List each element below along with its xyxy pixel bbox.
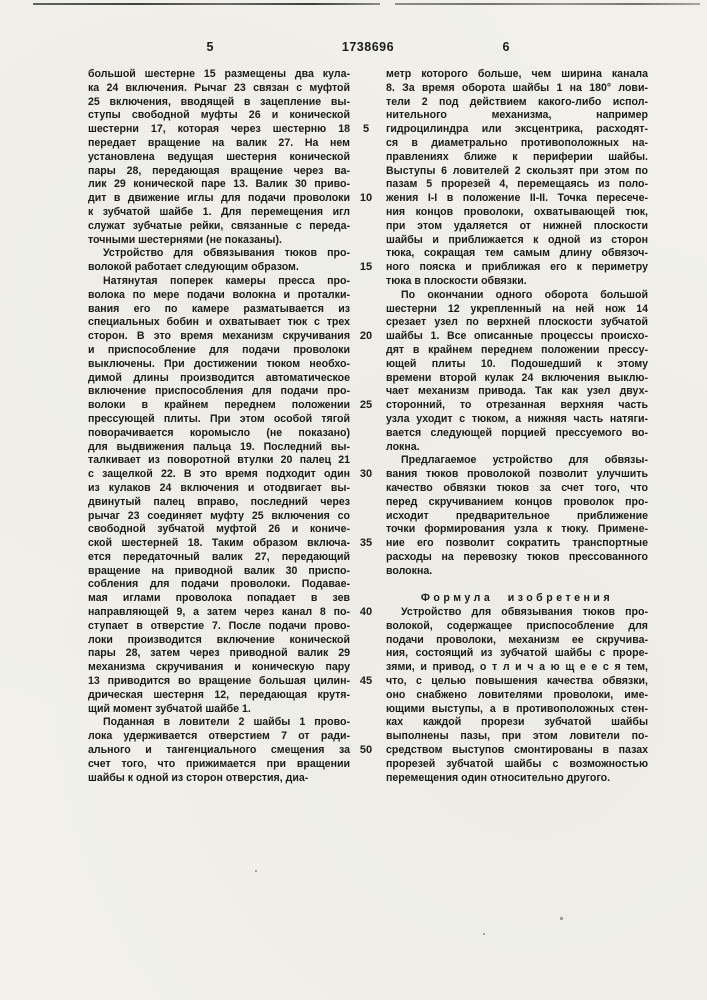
text-line: пары 28, затем через приводной валик 29 [88,647,350,660]
text-line: с защелкой 22. В это время подходит один [88,468,350,481]
text-line: подачи проволоки, механизм ее скручива- [386,633,648,646]
text-line: специальных бобин и охватывает тюк с трех [88,316,350,329]
text-line: ющими выступы, а в противоположных стен- [386,702,648,715]
text-line: выключены. При достижении тюком необхо- [88,357,350,370]
text-line: качество обвязки тюков за счет того, что [386,481,648,494]
text-line: ется передаточный валик 27, передающий [88,550,350,563]
page-header [0,40,707,56]
text-line: ступы свободной муфты 26 и конической [88,109,350,122]
gutter-line-number: 35 [359,537,373,550]
text-line: Поданная в ловители 2 шайбы 1 прово- [103,716,350,729]
text-line: большой шестерне 15 размещены два кула- [88,68,350,80]
text-line: щий момент зубчатой шайбе 1. [88,702,251,715]
text-line: направляющей 9, а затем через канал 8 по- [88,606,350,619]
text-line: вается следующей порцией прессуемого во- [386,426,648,439]
text-line: талкивает из поворотной втулки 20 палец 21 [88,454,350,467]
text-line: дрическая шестерня 12, передающая крутя- [88,688,350,701]
text-line: ния концов проволоки, охватывающей тюк, [386,205,648,218]
text-line: дят в крайнем переднем положении прессу- [386,343,648,356]
text-line: гидроцилиндра или эксцентрика, расходят- [386,123,648,136]
gutter-line-number: 5 [362,123,370,136]
text-line: Натянутая поперек камеры пресса про- [103,274,350,287]
page-number-left: 5 [206,40,214,54]
text-line: прессующей плиты. При этом особой тягой [88,412,350,425]
text-line: зями, и привод, о т л и ч а ю щ е е с я тем, [386,661,648,674]
text-line: узла уходит с тюком, а нижняя часть натяги- [386,412,648,425]
text-line [386,578,648,592]
text-line: сторон. В это время механизм скручивания [88,330,350,343]
text-line: лик 29 конической паре 13. Валик 30 приво- [88,178,350,191]
text-line: что, с целью повышения качества обвязки, [386,675,648,688]
text-line: волокна. [386,564,433,577]
text-line: из кулаков 24 включения и отодвигает вы- [88,481,350,494]
text-line: волоки в крайнем переднем положении [88,399,350,412]
text-line: жения I-I в положение II-II. Точка пересече- [386,192,648,205]
text-line: ющей плиты 10. Подошедший к этому [386,357,648,370]
text-line: собления для подачи проволоки. Подавае- [88,578,350,591]
text-line: вания тюков проволокой позволит улучшить [386,468,648,481]
text-line: вращение на приводной валик 30 приспо- [88,564,350,577]
patent-number: 1738696 [341,40,395,54]
text-line: срезает узел по верхней плоскости зубчатой [386,316,648,329]
text-line: Предлагаемое устройство для обвязы- [401,454,648,467]
text-line: прорезей зубчатой шайбы с возможностью [386,757,648,770]
text-line: 8. За время оборота шайбы 1 на 180° лови- [386,81,648,94]
text-line: волокой работает следующим образом. [88,261,299,274]
text-line: волокой, содержащее приспособление для [386,619,648,632]
text-line: свободной зубчатой муфтой 26 и кониче- [88,523,350,536]
scan-artifact-line [33,3,380,5]
text-line: ния, состоящий из зубчатой шайбы с проре- [386,647,648,660]
text-line: расходы на перевозку тюков прессованного [386,550,648,563]
text-line: Устройство для обвязывания тюков про- [401,606,648,619]
page-number-right: 6 [502,40,510,54]
scan-speckle [483,933,485,935]
text-line: исходит предварительное приближение [386,509,648,522]
text-line: тюка, сокращая тем самым длину обвязоч- [386,247,648,260]
text-line: к зубчатой шайбе 1. Для перемещения игл [88,205,350,218]
text-line: тюка в плоскости обвязки. [386,274,527,287]
scan-artifact-line [395,3,700,5]
text-line: ного пояска и приближая его к периметру [386,261,648,274]
text-line: шайбы и приближается к одной из сторон [386,233,648,246]
text-line: шайбы к одной из сторон отверстия, диа- [88,771,309,784]
text-line: тели 2 под действием какого-либо испол- [386,95,648,108]
text-line: шестерни 17, которая через шестерню 18 [88,123,350,136]
text-line: пазам 5 прорезей 4, перемещаясь из поло- [386,178,648,191]
text-column-right [386,68,648,785]
text-line: сторонний, то отрезанная верхняя часть [386,399,648,412]
gutter-line-number: 20 [359,330,373,343]
text-line: димой длины производится автоматическое [88,371,350,384]
text-line: локна. [386,440,420,453]
text-line: счет того, что прижимается при вращении [88,757,350,770]
text-line: локи производится включение конической [88,633,350,646]
text-line: 13 приводится во вращение большая цилин- [88,675,350,688]
text-line: пары 28, передающая вращение через ва- [88,164,350,177]
text-line: оно снабжено ловителями проволоки, име- [386,688,648,701]
text-line: ние его позволит сократить транспортные [386,537,648,550]
gutter-line-number: 10 [359,192,373,205]
text-line: лока удерживается отверстием 7 от ради- [88,730,350,743]
gutter-line-number: 15 [359,261,373,274]
text-line: шайбы 1. Все описанные процессы происхо- [386,330,648,343]
text-line: двинутый палец вправо, последний через [88,495,350,508]
text-line: Выступы 6 ловителей 2 скользят при этом по [386,164,648,177]
text-line: ступает в отверстие 7. После подачи прово- [88,619,350,632]
text-line: нительного механизма, например [386,109,648,122]
gutter-line-number: 25 [359,399,373,412]
text-line: ках каждой прорези зубчатой шайбы [386,716,648,729]
text-line: и приспособление для подачи проволоки [88,343,350,356]
text-line: передает вращение на валик 27. На нем [88,136,350,149]
text-line: ального и тангенциального смещения за [88,744,350,757]
text-line: ской шестерней 18. Таким образом включа- [88,537,350,550]
text-line: при этом удаляется от нижней плоскости [386,219,648,232]
text-line: чает механизм привода. Так как узел двух- [386,385,648,398]
text-line: волока по мере подачи волокна и проталки- [88,288,350,301]
text-line: ка 24 включения. Рычаг 23 связан с муфтой [88,81,350,94]
text-column-left [88,68,350,785]
text-line: метр которого больше, чем ширина канала [386,68,648,80]
text-line: дит в движение иглы для подачи проволоки [88,192,350,205]
gutter-line-number: 30 [359,468,373,481]
text-line: По окончании одного оборота большой [401,288,648,301]
text-line: для выдвижения пальца 19. Последний вы- [88,440,350,453]
text-line: перемещения один относительно другого. [386,771,611,784]
text-line: выполнены пазы, при этом ловители по- [386,730,648,743]
text-line: перед скручиванием концов проволок про- [386,495,648,508]
line-number-gutter [352,68,380,808]
text-line: 25 включения, вводящей в зацепление вы- [88,95,350,108]
text-line: времени второй кулак 24 включения выклю- [386,371,648,384]
text-line: Формула изобретения [420,592,614,605]
text-line: шестерни 12 укрепленный на ней нож 14 [386,302,648,315]
text-line: механизма скручивания и коническую пару [88,661,350,674]
gutter-line-number: 50 [359,744,373,757]
text-line: ся в диаметрально противоположных на- [386,136,648,149]
text-line: точными шестернями (не показаны). [88,233,282,246]
text-line: включение приспособления для подачи про- [88,385,350,398]
text-line: средством выступов смонтированы в пазах [386,744,648,757]
scan-speckle [255,870,257,872]
text-line: рычаг 23 соединяет муфту 25 включения со [88,509,350,522]
gutter-line-number: 40 [359,606,373,619]
text-line: установлена ведущая шестерня конической [88,150,350,163]
text-line: правлениях ближе к периферии шайбы. [386,150,648,163]
text-line: вания его по камере разматывается из [88,302,350,315]
text-line: служат зубчатые рейки, связанные с переда- [88,219,350,232]
text-line: мая иглами проволока попадает в зев [88,592,350,605]
text-line: поворачивается коромысло (не показано) [88,426,350,439]
text-line: точки формирования узла к тюку. Примене- [386,523,648,536]
text-line: Устройство для обвязывания тюков про- [103,247,350,260]
scan-speckle [560,917,563,920]
gutter-line-number: 45 [359,675,373,688]
